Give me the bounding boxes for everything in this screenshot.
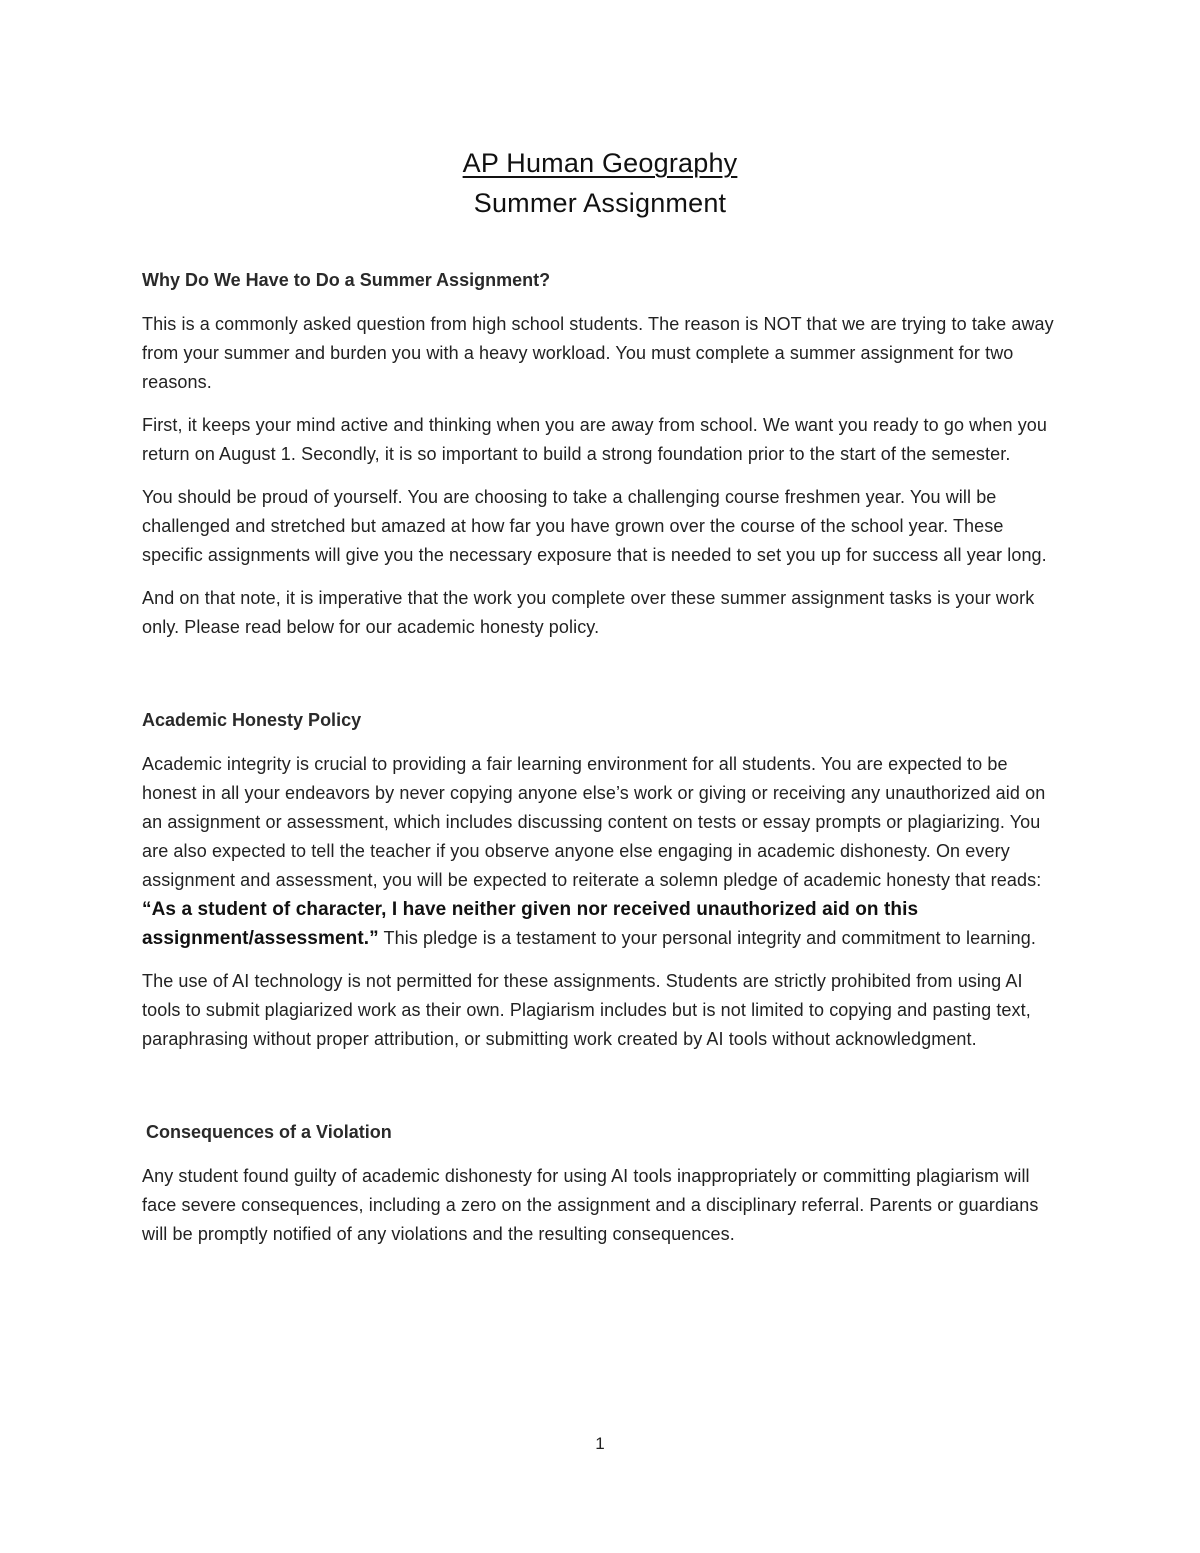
document-title — [0, 143, 1200, 223]
ai-policy-paragraph: The use of AI technology is not permitted for these assignments. Students are strictly prohibited from using AI tools to submit plagiarized work as their own. Plagiarism includes but is not limited to copying and pasting text, paraphrasing without proper attribution, or submitting work created by AI tools without acknowledgment. — [142, 971, 1031, 1049]
consequences-paragraph: Any student found guilty of academic dishonesty for using AI tools inappropriately or committing plagiarism will face severe consequences, including a zero on the assignment and a disciplinary referral. Parents or guardians will be promptly notified of any violations and the resulting consequences. — [142, 1166, 1039, 1244]
honesty-paragraph-1 — [142, 750, 1062, 953]
page-number: 1 — [595, 1434, 605, 1453]
honesty-text-before: Academic integrity is crucial to providing a fair learning environment for all students. You are expected to be honest in all your endeavors by never copying anyone else’s work or giving or receiving any unauthorized aid on an assignment or assessment, which includes discussing content on tests or essay prompts or plagiarizing. You are also expected to tell the teacher if you observe anyone else engaging in academic dishonesty. On every assignment and assessment, you will be expected to reiterate a solemn pledge of academic honesty that reads: — [142, 754, 1046, 890]
why-paragraph-3: You should be proud of yourself. You are choosing to take a challenging course freshmen year. You will be challenged and stretched but amazed at how far you have grown over the course of the school year. These specific assignments will give you the necessary exposure that is needed to set you up for success all year long. — [142, 487, 1047, 565]
section-spacer — [142, 1068, 1062, 1118]
section-heading-honesty: Academic Honesty Policy — [142, 710, 362, 730]
section-heading-consequences: Consequences of a Violation — [146, 1122, 392, 1142]
why-paragraph-1: This is a commonly asked question from high school students. The reason is NOT that we are trying to take away from your summer and burden you with a heavy workload. You must complete a summer assignment for two reasons. — [142, 314, 1054, 392]
document-body — [142, 266, 1062, 1263]
section-heading-why: Why Do We Have to Do a Summer Assignment? — [142, 270, 551, 290]
why-paragraph-4: And on that note, it is imperative that the work you complete over these summer assignment tasks is your work only. Please read below for our academic honesty policy. — [142, 588, 1035, 637]
why-paragraph-2: First, it keeps your mind active and thinking when you are away from school. We want you ready to go when you return on August 1. Secondly, it is so important to build a strong foundation prior to the start of the semester. — [142, 415, 1048, 464]
honesty-text-after: This pledge is a testament to your personal integrity and commitment to learning. — [378, 928, 1036, 948]
honesty-pledge: “As a student of character, I have neither given nor received unauthorized aid on this assignment/assessment.” — [142, 899, 919, 949]
section-spacer — [142, 656, 1062, 706]
assignment-title: Summer Assignment — [473, 188, 727, 218]
course-title: AP Human Geography — [462, 148, 738, 178]
